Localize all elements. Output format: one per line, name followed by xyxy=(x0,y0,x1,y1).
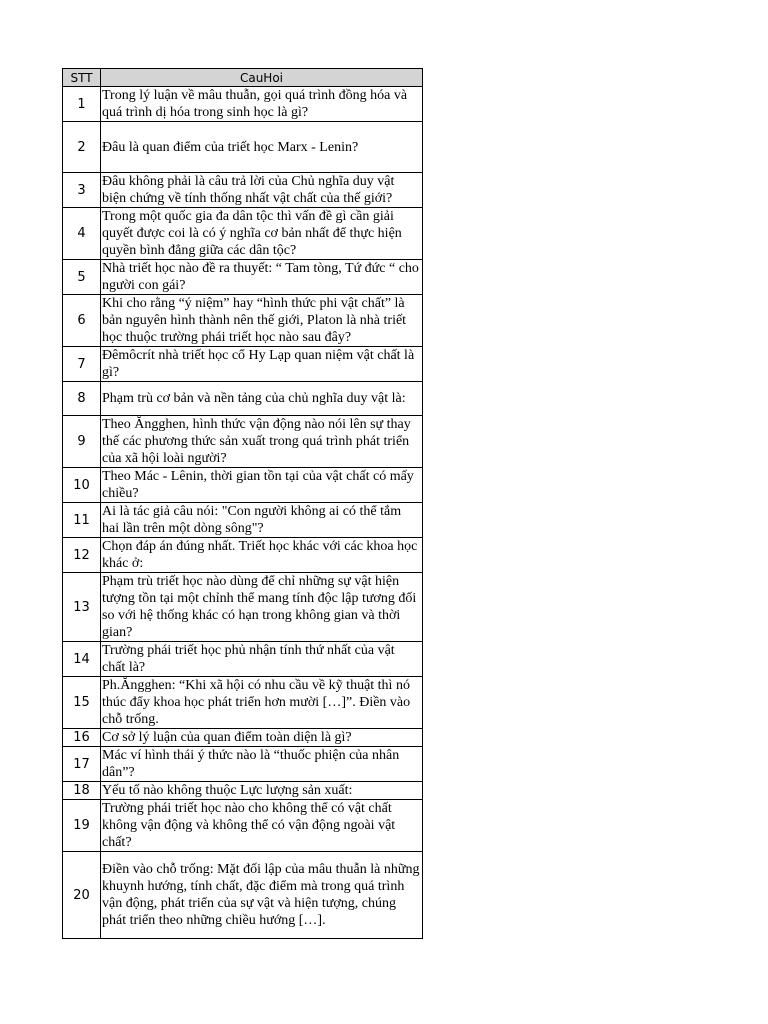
question-cell[interactable]: Cơ sở lý luận của quan điểm toàn diện là gì? xyxy=(101,729,423,747)
table-row xyxy=(63,677,423,729)
question-cell[interactable]: Theo Mác - Lênin, thời gian tồn tại của vật chất có mấy chiều? xyxy=(101,468,423,503)
table-row xyxy=(63,208,423,260)
header-stt[interactable]: STT xyxy=(63,69,101,87)
stt-cell[interactable]: 7 xyxy=(63,347,101,382)
question-cell[interactable]: Chọn đáp án đúng nhất. Triết học khác với các khoa học khác ở: xyxy=(101,538,423,573)
table-body xyxy=(63,87,423,939)
stt-cell[interactable]: 2 xyxy=(63,122,101,173)
table-row xyxy=(63,468,423,503)
stt-cell[interactable]: 11 xyxy=(63,503,101,538)
question-cell[interactable]: Đêmôcrít nhà triết học cổ Hy Lạp quan niệm vật chất là gì? xyxy=(101,347,423,382)
question-cell[interactable]: Nhà triết học nào đề ra thuyết: “ Tam tòng, Tứ đức “ cho người con gái? xyxy=(101,260,423,295)
table-row xyxy=(63,416,423,468)
stt-cell[interactable]: 12 xyxy=(63,538,101,573)
stt-cell[interactable]: 18 xyxy=(63,782,101,800)
table-row xyxy=(63,852,423,939)
stt-cell[interactable]: 5 xyxy=(63,260,101,295)
table-row xyxy=(63,503,423,538)
table-row xyxy=(63,573,423,642)
question-cell[interactable]: Đâu là quan điểm của triết học Marx - Lenin? xyxy=(101,122,423,173)
table-row xyxy=(63,747,423,782)
stt-cell[interactable]: 14 xyxy=(63,642,101,677)
stt-cell[interactable]: 17 xyxy=(63,747,101,782)
stt-cell[interactable]: 15 xyxy=(63,677,101,729)
stt-cell[interactable]: 19 xyxy=(63,800,101,852)
table-row xyxy=(63,347,423,382)
stt-cell[interactable]: 4 xyxy=(63,208,101,260)
header-row xyxy=(63,69,423,87)
table-row xyxy=(63,729,423,747)
stt-cell[interactable]: 9 xyxy=(63,416,101,468)
question-cell[interactable]: Trong lý luận về mâu thuẫn, gọi quá trình đồng hóa và quá trình dị hóa trong sinh học là gì? xyxy=(101,87,423,122)
question-cell[interactable]: Phạm trù triết học nào dùng để chỉ những sự vật hiện tượng tồn tại một chỉnh thể mang tính độc lập tương đối so với hệ thống khác có hạn trong không gian và thời gian? xyxy=(101,573,423,642)
table-row xyxy=(63,122,423,173)
table-row xyxy=(63,295,423,347)
question-cell[interactable]: Phạm trù cơ bản và nền tảng của chủ nghĩa duy vật là: xyxy=(101,382,423,416)
stt-cell[interactable]: 6 xyxy=(63,295,101,347)
stt-cell[interactable]: 8 xyxy=(63,382,101,416)
table-row xyxy=(63,173,423,208)
table-row xyxy=(63,260,423,295)
table-row xyxy=(63,382,423,416)
question-cell[interactable]: Trường phái triết học phủ nhận tính thứ nhất của vật chất là? xyxy=(101,642,423,677)
table-row xyxy=(63,87,423,122)
stt-cell[interactable]: 1 xyxy=(63,87,101,122)
table-row xyxy=(63,800,423,852)
stt-cell[interactable]: 16 xyxy=(63,729,101,747)
table-row xyxy=(63,782,423,800)
stt-cell[interactable]: 20 xyxy=(63,852,101,939)
question-cell[interactable]: Trường phái triết học nào cho không thể có vật chất không vận động và không thể có vận động ngoài vật chất? xyxy=(101,800,423,852)
question-cell[interactable]: Ph.Ăngghen: “Khi xã hội có nhu cầu về kỹ thuật thì nó thúc đẩy khoa học phát triển hơn mười […]”. Điền vào chỗ trống. xyxy=(101,677,423,729)
stt-cell[interactable]: 3 xyxy=(63,173,101,208)
stt-cell[interactable]: 13 xyxy=(63,573,101,642)
question-cell[interactable]: Trong một quốc gia đa dân tộc thì vấn đề gì cần giải quyết được coi là có ý nghĩa cơ bản nhất để thực hiện quyền bình đẳng giữa các dân tộc? xyxy=(101,208,423,260)
question-cell[interactable]: Yếu tố nào không thuộc Lực lượng sản xuất: xyxy=(101,782,423,800)
question-cell[interactable]: Ai là tác giả câu nói: "Con người không ai có thể tắm hai lần trên một dòng sông"? xyxy=(101,503,423,538)
question-cell[interactable]: Khi cho rằng “ý niệm” hay “hình thức phi vật chất” là bản nguyên hình thành nên thế giới, Platon là nhà triết học thuộc trường phái triết học nào sau đây? xyxy=(101,295,423,347)
question-table xyxy=(62,68,423,939)
header-cauhoi[interactable]: CauHoi xyxy=(101,69,423,87)
question-cell[interactable]: Điền vào chỗ trống: Mặt đối lập của mâu thuẫn là những khuynh hướng, tính chất, đặc điểm mà trong quá trình vận động, phát triển của sự vật và hiện tượng, chúng phát triển theo những chiều hướng […]. xyxy=(101,852,423,939)
table-row xyxy=(63,642,423,677)
table-row xyxy=(63,538,423,573)
stt-cell[interactable]: 10 xyxy=(63,468,101,503)
question-cell[interactable]: Đâu không phải là câu trả lời của Chủ nghĩa duy vật biện chứng về tính thống nhất vật chất của thế giới? xyxy=(101,173,423,208)
question-cell[interactable]: Mác ví hình thái ý thức nào là “thuốc phiện của nhân dân”? xyxy=(101,747,423,782)
question-cell[interactable]: Theo Ăngghen, hình thức vận động nào nói lên sự thay thế các phương thức sản xuất trong quá trình phát triển của xã hội loài người? xyxy=(101,416,423,468)
